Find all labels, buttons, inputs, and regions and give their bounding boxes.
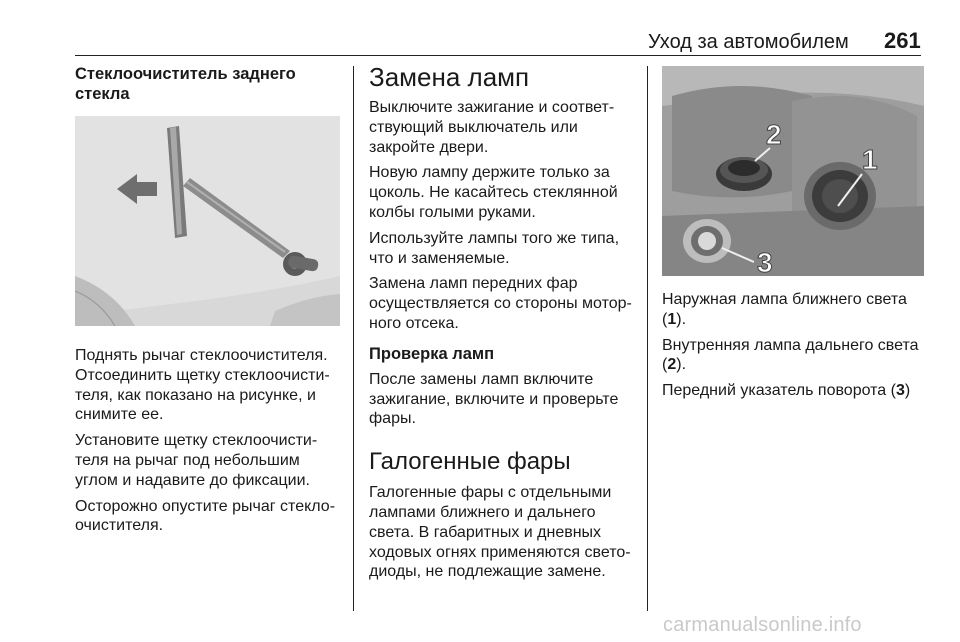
heading-bulb-replacement: Замена ламп: [369, 62, 530, 92]
paragraph-switch-off: Выключите зажигание и соответ-ствующий выключатель или закройте двери.: [369, 99, 615, 156]
rear-wiper-illustration: [75, 116, 340, 326]
paragraph-engine-compartment: Замена ламп передних фар осуществляется со стороны мотор-ного отсека.: [369, 275, 632, 332]
legend-item-2-end: ).: [676, 356, 687, 374]
callout-label-2: 2: [766, 119, 782, 150]
callout-label-1: 1: [862, 144, 878, 175]
section-heading-rear-wiper: [75, 64, 343, 104]
legend-item-3-number: 3: [895, 382, 905, 400]
subheading-bulb-check: Проверка ламп: [369, 344, 495, 363]
column-divider-right: [647, 66, 648, 611]
running-header-title: Уход за автомобилем: [648, 31, 849, 53]
legend-item-1-number: 1: [667, 310, 677, 328]
right-column: [662, 66, 924, 407]
legend-item-1: [662, 290, 924, 330]
callout-label-3: 3: [757, 247, 773, 276]
column-divider-left: [353, 66, 354, 611]
legend-item-1-text: Наружная лампа ближнего света (: [662, 291, 907, 328]
heading-line-2: стекла: [75, 85, 130, 103]
header-divider: [75, 55, 921, 56]
legend-item-2: [662, 336, 924, 376]
left-column: [75, 64, 343, 542]
legend-item-1-end: ).: [676, 310, 687, 328]
middle-column: [369, 62, 641, 588]
watermark: carmanualsonline.info: [663, 614, 862, 636]
legend-item-3-text: Передний указатель поворота (: [662, 382, 896, 400]
paragraph-halogen-description: Галогенные фары с отдельными лампами ближнего и дальнего света. В габаритных и дневных ходовых огнях применяются свето-диоды, не подлежащие замене.: [369, 484, 631, 581]
heading-halogen-headlights: Галогенные фары: [369, 448, 571, 476]
paragraph-lower-arm: Осторожно опустите рычаг стекло-очистителя.: [75, 497, 336, 535]
legend-item-2-number: 2: [667, 356, 677, 374]
legend-item-2-text: Внутренняя лампа дальнего света (: [662, 336, 919, 374]
paragraph-same-type: Используйте лампы того же типа, что и заменяемые.: [369, 229, 620, 267]
page-number: 261: [884, 28, 921, 53]
paragraph-remove-blade: Поднять рычаг стеклоочистителя. Отсоединить щетку стеклоочисти-теля, как показано на рисунке, и снимите ее.: [75, 347, 330, 424]
paragraph-check-lights: После замены ламп включите зажигание, включите и проверьте фары.: [369, 370, 619, 428]
legend-item-3-end: ): [904, 382, 911, 400]
headlight-assembly-illustration: [662, 66, 924, 276]
heading-line-1: Стеклоочиститель заднего: [75, 65, 296, 83]
legend-item-3: [662, 381, 924, 401]
paragraph-hold-bulb: Новую лампу держите только за цоколь. Не касайтесь стеклянной колбы голыми руками.: [369, 164, 618, 221]
paragraph-install-blade: Установите щетку стеклоочисти-теля на рычаг под небольшим углом и надавите до фиксации.: [75, 432, 318, 489]
